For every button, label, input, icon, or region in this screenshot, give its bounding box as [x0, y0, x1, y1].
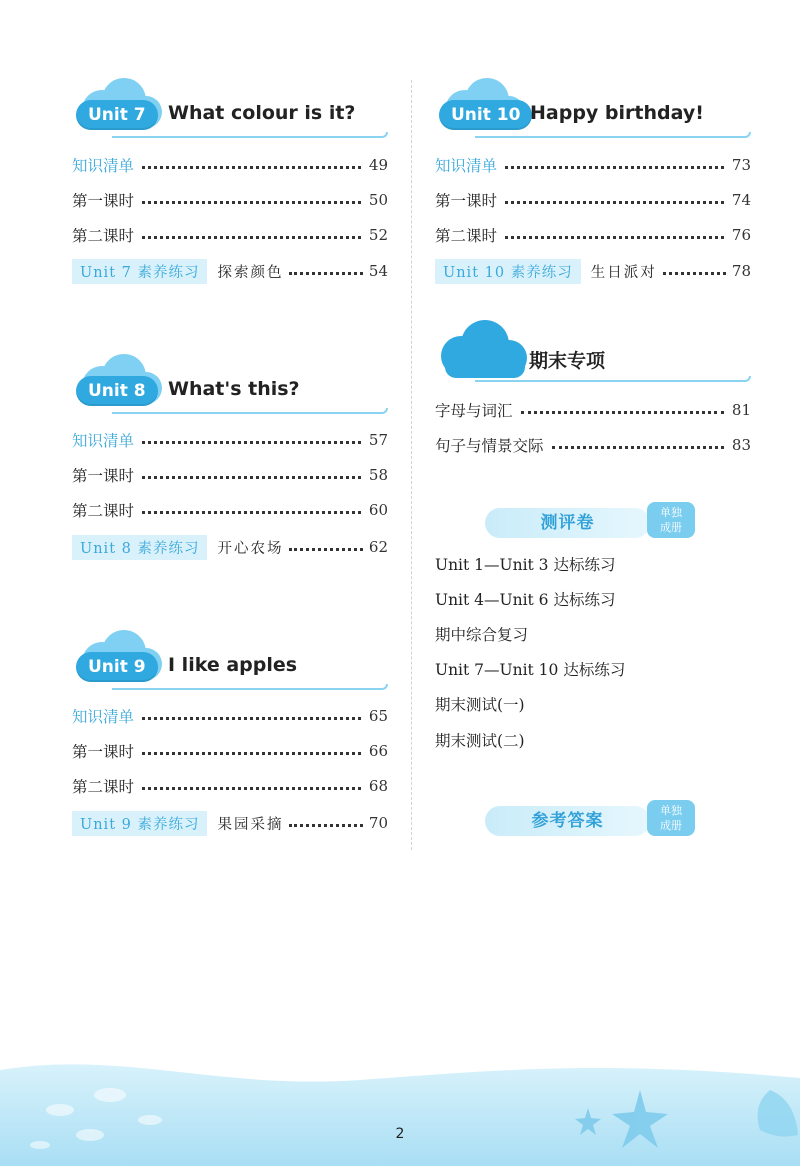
page-number: 62	[368, 538, 388, 556]
page-number: 73	[731, 156, 751, 174]
page-number: 74	[731, 191, 751, 209]
unit-8-header	[72, 352, 388, 412]
toc-label: 第一课时	[435, 192, 498, 210]
header-underline	[475, 376, 751, 382]
page-number: 58	[368, 466, 388, 484]
page-number: 60	[368, 501, 388, 519]
page-number: 68	[368, 777, 388, 795]
banner-title: 参考答案	[531, 811, 604, 831]
leader-dots	[289, 548, 362, 551]
toc-label: 第二课时	[72, 227, 135, 245]
toc-label: 第二课时	[72, 502, 135, 520]
unit-9-header	[72, 628, 388, 688]
toc-row[interactable]	[435, 395, 751, 425]
toc-row[interactable]	[72, 220, 388, 250]
leader-dots	[142, 511, 361, 514]
leader-dots	[521, 411, 724, 414]
toc-label: 第一课时	[72, 743, 135, 761]
assessment-item[interactable]: 期末测试(一)	[435, 696, 525, 714]
unit-badge: Unit 10	[439, 100, 532, 130]
toc-row[interactable]	[72, 736, 388, 766]
page-number: 76	[731, 226, 751, 244]
badge-line: 单独	[660, 506, 682, 519]
unit-badge: Unit 8	[76, 376, 158, 406]
toc-label: 字母与词汇	[435, 402, 513, 420]
page-number: 54	[368, 262, 388, 280]
assessment-item[interactable]: Unit 7—Unit 10 达标练习	[435, 661, 626, 679]
badge-line: 单独	[660, 804, 682, 817]
header-underline	[112, 684, 388, 690]
practice-topic: 开心农场	[217, 540, 284, 557]
assessment-item[interactable]: Unit 1—Unit 3 达标练习	[435, 556, 616, 574]
leader-dots	[289, 272, 362, 275]
leader-dots	[142, 476, 361, 479]
toc-label: 第一课时	[72, 192, 135, 210]
unit-title: I like apples	[168, 654, 298, 676]
toc-row[interactable]	[72, 771, 388, 801]
unit-title: What colour is it?	[168, 102, 356, 124]
toc-row[interactable]	[435, 220, 751, 250]
header-underline	[475, 132, 751, 138]
practice-tag: Unit 7 素养练习	[72, 259, 207, 284]
page-number: 49	[368, 156, 388, 174]
leader-dots	[505, 166, 724, 169]
practice-row[interactable]	[435, 256, 751, 286]
practice-row[interactable]	[72, 808, 388, 838]
leader-dots	[142, 752, 361, 755]
unit-7-header	[72, 76, 388, 136]
toc-row[interactable]	[435, 150, 751, 180]
toc-row[interactable]	[72, 701, 388, 731]
practice-row[interactable]	[72, 532, 388, 562]
separate-volume-badge	[647, 800, 695, 836]
banner-title: 测评卷	[540, 513, 595, 533]
toc-label: 知识清单	[435, 157, 498, 175]
unit-badge: Unit 7	[76, 100, 158, 130]
unit-title: What's this?	[168, 378, 300, 400]
leader-dots	[142, 717, 361, 720]
unit-10-header	[435, 76, 751, 136]
column-divider	[411, 80, 412, 850]
leader-dots	[663, 272, 726, 275]
header-underline	[112, 408, 388, 414]
toc-row[interactable]	[72, 185, 388, 215]
toc-label: 第二课时	[435, 227, 498, 245]
leader-dots	[142, 201, 361, 204]
assessment-item[interactable]: 期末测试(二)	[435, 732, 525, 750]
leader-dots	[142, 236, 361, 239]
toc-row[interactable]	[435, 185, 751, 215]
toc-label: 知识清单	[72, 157, 135, 175]
leader-dots	[289, 824, 362, 827]
page-number: 83	[731, 436, 751, 454]
practice-tag: Unit 8 素养练习	[72, 535, 207, 560]
practice-topic: 果园采摘	[217, 816, 284, 833]
page-number: 81	[731, 401, 751, 419]
page-number: 78	[731, 262, 751, 280]
toc-row[interactable]	[72, 150, 388, 180]
leader-dots	[552, 446, 724, 449]
toc-label: 知识清单	[72, 708, 135, 726]
assessment-item[interactable]: 期中综合复习	[435, 626, 529, 644]
practice-tag: Unit 9 素养练习	[72, 811, 207, 836]
badge-line: 成册	[660, 521, 682, 534]
page-number: 66	[368, 742, 388, 760]
leader-dots	[142, 441, 361, 444]
toc-row[interactable]	[435, 430, 751, 460]
section-title: 期末专项	[529, 350, 606, 372]
leader-dots	[142, 166, 361, 169]
separate-volume-badge	[647, 502, 695, 538]
toc-label: 句子与情景交际	[435, 437, 544, 455]
practice-row[interactable]	[72, 256, 388, 286]
toc-row[interactable]	[72, 425, 388, 455]
leader-dots	[142, 787, 361, 790]
assessment-item[interactable]: Unit 4—Unit 6 达标练习	[435, 591, 616, 609]
assessment-banner	[485, 502, 697, 538]
toc-label: 知识清单	[72, 432, 135, 450]
toc-row[interactable]	[72, 495, 388, 525]
final-review-header	[435, 320, 751, 380]
practice-tag: Unit 10 素养练习	[435, 259, 581, 284]
page-number: 50	[368, 191, 388, 209]
toc-row[interactable]	[72, 460, 388, 490]
answers-banner	[485, 800, 697, 836]
toc-label: 第一课时	[72, 467, 135, 485]
page-number-footer: 2	[395, 1126, 405, 1142]
page-number: 57	[368, 431, 388, 449]
practice-topic: 探索颜色	[217, 264, 284, 281]
leader-dots	[505, 236, 724, 239]
page-number: 65	[368, 707, 388, 725]
page-number: 52	[368, 226, 388, 244]
sea-footer-decoration	[0, 1050, 800, 1166]
leader-dots	[505, 201, 724, 204]
badge-line: 成册	[660, 819, 682, 832]
unit-title: Happy birthday!	[530, 102, 704, 124]
practice-topic: 生日派对	[590, 264, 657, 281]
cloud-icon	[435, 320, 527, 380]
page-number: 70	[368, 814, 388, 832]
unit-badge: Unit 9	[76, 652, 158, 682]
header-underline	[112, 132, 388, 138]
toc-label: 第二课时	[72, 778, 135, 796]
